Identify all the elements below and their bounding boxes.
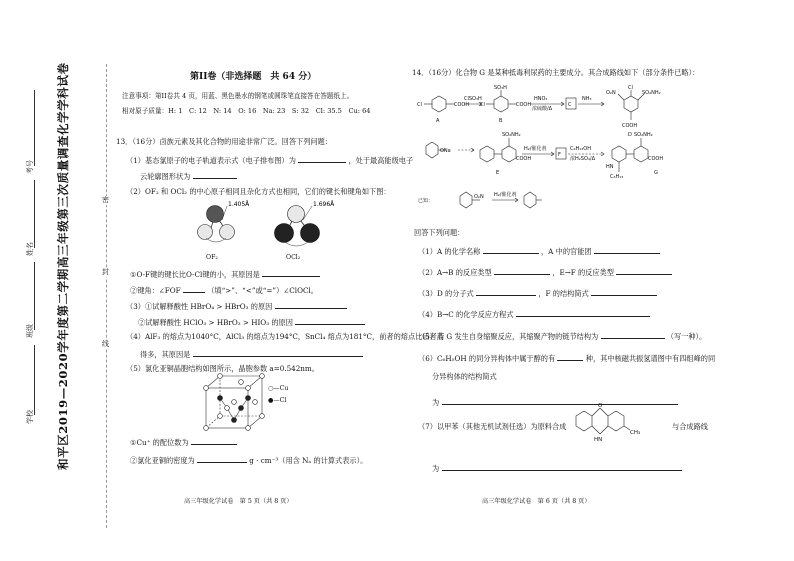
svg-text:O₂N: O₂N (606, 90, 616, 96)
svg-text:SO₃H: SO₃H (494, 85, 507, 91)
ring-d (624, 96, 638, 112)
q14-3 (418, 287, 657, 298)
ring-b (494, 96, 508, 112)
page-6-footer: 高三年级化学试卷 第 6 页（共 8 页） (482, 498, 591, 505)
ring-a (432, 96, 446, 112)
seal-char-1: 密 (102, 196, 109, 204)
q14-1-text-a: （1）A 的化学名称 (418, 247, 481, 256)
notice: 注意事项：第II卷共 4 页，用蓝、黑色墨水的钢笔或圆珠笔直接答在答题纸上。 (122, 92, 354, 100)
cucl-unit-cell (200, 372, 270, 432)
svg-text:浓H₂SO₄/Δ: 浓H₂SO₄/Δ (570, 156, 595, 162)
svg-text:NH₃: NH₃ (582, 96, 592, 102)
q14-1 (418, 245, 660, 256)
q14-2 (418, 266, 672, 277)
q14-2-text-b: ，E→F 的反应类型 (552, 268, 614, 277)
ocl2-bond-length: 1.696Å (313, 201, 335, 208)
q14-6-blank-a[interactable] (557, 352, 583, 361)
q13-4-blank[interactable] (193, 348, 363, 357)
q13-part1 (126, 154, 413, 165)
legend-cl: ●—Cl (268, 397, 287, 404)
ring-g2 (634, 146, 648, 162)
q14-7-answer-line (432, 462, 682, 473)
q14-1-blank-b[interactable] (594, 245, 660, 254)
ocl2-label: OCl₂ (286, 254, 301, 261)
svg-text:C₆H₁₃: C₆H₁₃ (610, 174, 624, 180)
q13-2-ii-text-b: （填“>”、“<”或“=”）∠ClOCl。 (207, 286, 318, 295)
q13-3-ii (138, 316, 365, 327)
q13-4-text-a: （4）AlF₃ 的熔点为1040°C，AlCl₃ 的熔点为194°C，SnCl₄ 熔点为181°C，前者的熔点比后者高 (126, 332, 444, 341)
q14-7 (418, 422, 566, 431)
svg-text:D: D (628, 132, 632, 138)
section-title: 第II卷（非选择题 共 64 分） (190, 72, 317, 82)
q13-1-blank-b[interactable] (193, 170, 237, 179)
class-label: 班级 (26, 324, 34, 338)
q14-2-blank-a[interactable] (494, 266, 550, 275)
q14-5 (418, 330, 706, 341)
ring-phenol (426, 142, 438, 158)
q14-3-blank-b[interactable] (591, 287, 657, 296)
q13-1-text-c: 云轮廓图形状为 (140, 172, 191, 181)
target-o-label: O (598, 403, 603, 409)
svg-text:H₂/催化剂: H₂/催化剂 (524, 146, 547, 152)
svg-text:G: G (654, 170, 658, 176)
svg-text:HN: HN (606, 164, 614, 170)
q14-4-blank[interactable] (516, 308, 650, 317)
q14-5-blank[interactable] (601, 330, 665, 339)
answer-header: 回答下列问题： (414, 228, 465, 237)
q13-2-ii-text-a: ②键角：∠FOF (130, 286, 181, 295)
q13-3-i (126, 300, 347, 311)
class-line (34, 262, 35, 330)
ring-e1 (480, 146, 494, 162)
q14-6-text-b: 种，其中核磁共振氢谱图中有四组峰的同 (585, 354, 716, 363)
q14-7-text-c: 为 (432, 464, 440, 473)
of2-bond-length: 1.405Å (228, 201, 250, 208)
q14-4-text: （4）B→C 的化学反应方程式 (418, 310, 514, 319)
svg-text:Cl: Cl (480, 102, 485, 108)
q14-3-text-a: （3）D 的分子式 (418, 289, 474, 298)
svg-text:B: B (499, 118, 503, 124)
seal-char-3: 线 (102, 340, 109, 348)
q14-3-blank-a[interactable] (476, 287, 536, 296)
q13-2-ii (130, 284, 318, 295)
atomic-masses: 相对原子质量：H: 1 C: 12 N: 14 O: 16 Na: 23 S: 32 Cl: 35.5 Cu: 64 (122, 107, 371, 115)
molecule-figure (188, 198, 358, 254)
school-line (34, 345, 35, 415)
q13-1-blank-a[interactable] (298, 154, 346, 163)
exam-no-label: 考号 (26, 160, 34, 174)
ring-known-1 (460, 192, 472, 208)
svg-text:C: C (568, 102, 572, 108)
q13-5-ii-text-b: g · cm⁻³（用含 Nₐ 的计算式表示）。 (249, 456, 368, 465)
svg-text:O₂N: O₂N (474, 194, 484, 200)
q13-5-ii-blank[interactable] (197, 454, 247, 463)
svg-text:COOH: COOH (454, 102, 470, 108)
svg-text:SO₂NH₂: SO₂NH₂ (642, 90, 661, 96)
q13-3-i-blank[interactable] (275, 300, 347, 309)
target-ch3-label: CH₃ (630, 430, 641, 436)
ring-known-2 (524, 192, 536, 208)
svg-text:ClSO₃H: ClSO₃H (464, 96, 482, 102)
q13-3-ii-blank[interactable] (295, 316, 365, 325)
svg-text:C₆H₁₃OH: C₆H₁₃OH (570, 146, 591, 152)
ring-g1 (612, 146, 626, 162)
page-5-footer: 高三年级化学试卷 第 5 页（共 8 页） (184, 498, 293, 505)
q13-3-i-text: （3）①试解释酸性 HBrO₄ > HBrO₃ 的原因 (126, 302, 273, 311)
q13-4-line2 (140, 348, 363, 359)
of2-label: OF₂ (206, 254, 218, 261)
q13-2-i-blank[interactable] (262, 268, 320, 277)
q13-header: 13．（16分）卤族元素及其化合物的用途非常广泛。回答下列问题： (116, 137, 332, 146)
name-label: 姓名 (26, 242, 34, 256)
q13-3-ii-text: ②试解释酸性 HClO₃ > HBrO₃ > HIO₃ 的原因 (138, 318, 293, 327)
q14-7-blank[interactable] (442, 462, 682, 471)
ocl2-molecule (275, 201, 336, 246)
svg-text:COOH: COOH (516, 156, 532, 162)
seal-char-2: 封 (102, 268, 109, 276)
q14-7-text-a: （7）以甲苯（其他无机试剂任选）为原料合成 (418, 422, 567, 431)
q13-2-i-text: ①O-F键的键长比O-Cl键的小，其原因是 (130, 270, 260, 279)
q14-6 (418, 352, 715, 363)
svg-text:Cl: Cl (417, 102, 422, 108)
q13-5-i (130, 436, 237, 447)
svg-text:SO₂NH₂: SO₂NH₂ (634, 132, 653, 138)
q13-5-text: （5）氯化亚铜晶胞结构如图所示，晶胞参数 a=0.542nm。 (126, 364, 319, 373)
seal-line (106, 64, 107, 528)
exam-title-vertical: 和平区2019—2020学年度第二学期高三年级第三次质量调查化学学科试卷 (56, 62, 70, 470)
exam-no-line (34, 90, 35, 166)
ring-e2 (502, 146, 516, 162)
q14-3-text-b: ，F 的结构简式 (538, 289, 589, 298)
svg-text:A: A (436, 118, 440, 124)
svg-text:COOH: COOH (622, 123, 638, 129)
q13-2-text: （2）OF₂ 和 OCl₂ 的中心原子相同且杂化方式也相同，它们的键长和键角如下图： (126, 187, 391, 196)
q14-5-text-a: （5）若 G 发生自身缩聚反应，其缩聚产物的链节结构为 (418, 332, 599, 341)
q13-1-text-b: ，处于最高能级电子 (348, 156, 414, 165)
q14-6-text-c: 分异构体的结构简式 (432, 372, 497, 381)
q13-2-ii-blank[interactable] (183, 284, 205, 293)
q13-1-line2 (140, 170, 237, 181)
q14-2-text-a: （2）A→B 的反应类型 (418, 268, 492, 277)
q13-1-text-a: （1）基态氯原子的电子轨道表示式（电子排布图）为 (126, 156, 296, 165)
q14-header: 14．（16分）化合物 G 是某种抵毒利尿药的主要成分。其合成路线如下（部分条件已略）： (412, 68, 700, 77)
svg-text:H₂/催化剂: H₂/催化剂 (494, 192, 517, 198)
svg-text:SO₂NH₂: SO₂NH₂ (502, 132, 521, 138)
svg-text:已知：: 已知： (418, 198, 434, 204)
q14-1-text-b: ，A 中的官能团 (540, 247, 592, 256)
svg-text:浓硫酸/Δ: 浓硫酸/Δ (532, 106, 553, 112)
name-line (34, 180, 35, 248)
q13-5-i-text: ①Cu⁺ 的配位数为 (130, 438, 189, 447)
svg-text:COOH: COOH (516, 102, 532, 108)
q14-6-text-d: 为 (432, 398, 440, 407)
synthesis-scheme (414, 80, 696, 228)
q13-4-text-b: 得多，其原因是 (140, 350, 191, 359)
svg-text:Cl: Cl (628, 85, 633, 91)
q14-2-blank-b[interactable] (616, 266, 672, 275)
q14-6-text-a: （6）C₆H₅OH 的同分异构体中属于醇的有 (418, 354, 556, 363)
q13-2-i (130, 268, 320, 279)
q13-5-ii-text-a: ②氯化亚铜的密度为 (130, 456, 195, 465)
q13-5-i-blank[interactable] (191, 436, 237, 445)
svg-text:F: F (558, 152, 561, 158)
target-molecule (568, 400, 678, 444)
svg-text:COOH: COOH (648, 156, 664, 162)
of2-molecule (198, 201, 251, 242)
q14-5-text-b: （写一种）。 (666, 332, 707, 341)
svg-text:HNO₃: HNO₃ (534, 96, 548, 102)
legend-cu: ○—Cu (268, 385, 289, 392)
q13-5-ii (130, 454, 367, 465)
svg-text:E: E (496, 170, 500, 176)
school-label: 学校 (26, 410, 34, 424)
q14-1-blank-a[interactable] (483, 245, 539, 254)
q14-7-text-b: 与合成路线 (672, 422, 708, 431)
target-hn-label: HN (594, 437, 603, 443)
q14-4 (418, 308, 650, 319)
svg-text:ONa: ONa (440, 148, 451, 154)
